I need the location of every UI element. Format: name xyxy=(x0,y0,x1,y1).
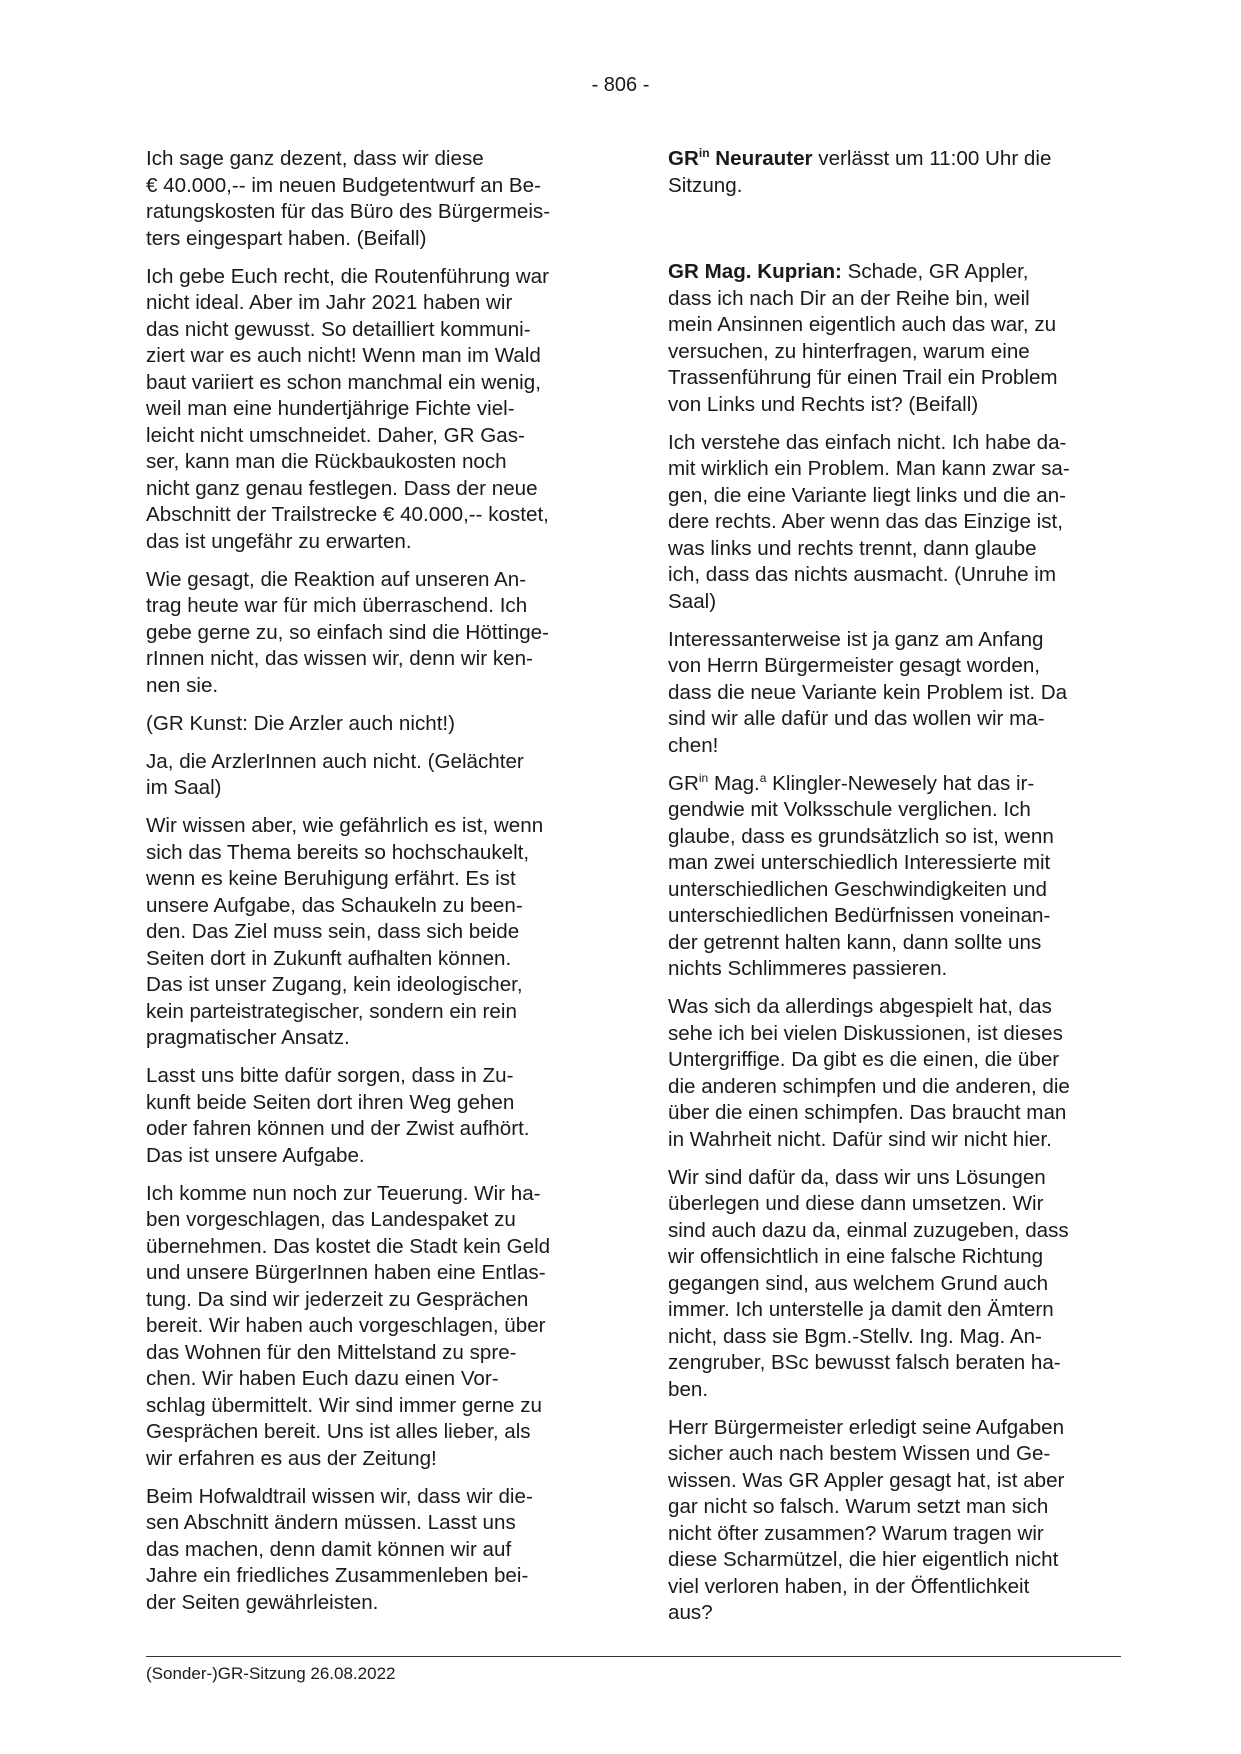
paragraph: Wir wissen aber, wie gefährlich es ist, wenn sich das Thema bereits so hochschaukelt, wenn es keine Beruhigung erfährt. Es ist unsere Aufgabe, das Schaukeln zu been- den. Das Ziel muss sein, dass sich beide Seiten dort in Zukunft aufhalten können. Das ist unser Zugang, kein ideologischer, kein parteistrategischer, sondern ein rein pragmatischer Ansatz. xyxy=(146,814,544,1049)
title-abbr: GR xyxy=(668,771,699,795)
note-text: verlässt um 11:00 Uhr die Sitzung. xyxy=(668,147,1052,197)
title-abbr: Mag. xyxy=(708,771,760,795)
speaker-name: Neurauter xyxy=(709,147,813,170)
superscript: in xyxy=(698,146,710,160)
paragraph: Herr Bürgermeister erledigt seine Aufgaben sicher auch nach bestem Wissen und Ge- wissen. Was GR Appler gesagt hat, ist aber gar nicht so falsch. Warum setzt man sich nicht öfter zusammen? Warum tragen wir diese Scharmützel, die hier eigentlich nicht viel verloren haben, in der Öffentlichkeit aus? xyxy=(668,1415,1065,1624)
paragraph: Ja, die ArzlerInnen auch nicht. (Gelächter im Saal) xyxy=(146,749,524,799)
superscript: a xyxy=(759,770,767,785)
procedural-note xyxy=(668,146,1120,199)
paragraph-text: Klingler-Newesely hat das ir- gendwie mit Volksschule verglichen. Ich glaube, dass es grundsätzlich so ist, wenn man zwei unterschiedlich Interessierte mit unterschiedlichen Geschwindigkeiten und unterschiedlichen Bedürfnissen voneinan- der getrennt halten kann, dann sollte uns nichts Schlimmeres passieren. xyxy=(668,771,1054,980)
footer-text: (Sonder-)GR-Sitzung 26.08.2022 xyxy=(146,1664,396,1683)
paragraph: Wie gesagt, die Reaktion auf unseren An- trag heute war für mich überraschend. Ich gebe gerne zu, so einfach sind die Höttinge- rInnen nicht, das wissen wir, denn wir ken- nen sie. xyxy=(146,567,549,697)
speech-text: Schade, GR Appler, dass ich nach Dir an der Reihe bin, weil mein Ansinnen eigentlich auch das war, zu versuchen, zu hinterfragen, warum eine Trassenführung für einen Trail ein Problem von Links und Rechts ist? (Beifall) xyxy=(668,260,1058,416)
left-column xyxy=(146,146,598,1628)
paragraph: Interessanterweise ist ja ganz am Anfang von Herrn Bürgermeister gesagt worden, dass die neue Variante kein Problem ist. Da sind wir alle dafür und das wollen wir ma- chen! xyxy=(668,627,1068,757)
paragraph: Lasst uns bitte dafür sorgen, dass in Zu- kunft beide Seiten dort ihren Weg gehen oder fahren können und der Zwist aufhört. Das ist unsere Aufgabe. xyxy=(146,1064,530,1167)
paragraph: Ich komme nun noch zur Teuerung. Wir ha- ben vorgeschlagen, das Landespaket zu übernehmen. Das kostet die Stadt kein Geld und unsere BürgerInnen haben eine Entlas- tung. Da sind wir jederzeit zu Gesprächen bereit. Wir haben auch vorgeschlagen, über das Wohnen für den Mittelstand zu spre- chen. Wir haben Euch dazu einen Vor- schlag übermittelt. Wir sind immer gerne zu Gesprächen bereit. Uns ist alles lieber, als wir erfahren es aus der Zeitung! xyxy=(146,1181,551,1470)
paragraph: Wir sind dafür da, dass wir uns Lösungen überlegen und diese dann umsetzen. Wir sind auch dazu da, einmal zuzugeben, dass wir offensichtlich in eine falsche Richtung gegangen sind, aus welchem Grund auch immer. Ich unterstelle ja damit den Ämtern nicht, dass sie Bgm.-Stellv. Ing. Mag. An- zengruber, BSc bewusst falsch beraten ha- ben. xyxy=(668,1165,1069,1401)
right-column xyxy=(668,146,1120,1638)
page-number: - 806 - xyxy=(591,74,650,96)
footer-divider xyxy=(146,1656,1121,1657)
speaker-name: GR Mag. Kuprian: xyxy=(668,260,842,283)
paragraph: Ich gebe Euch recht, die Routenführung war nicht ideal. Aber im Jahr 2021 haben wir das nicht gewusst. So detailliert kommuni- ziert war es auch nicht! Wenn man im Wald baut variiert es schon manchmal ein wenig, weil man eine hundertjährige Fichte viel- leicht nicht umschneidet. Daher, GR Gas- ser, kann man die Rückbaukosten noch nicht ganz genau festlegen. Dass der neue Abschnitt der Trailstrecke € 40.000,-- kostet, das ist ungefähr zu erwarten. xyxy=(146,264,549,553)
superscript: in xyxy=(698,770,709,785)
speech-start xyxy=(668,259,1120,418)
paragraph: Was sich da allerdings abgespielt hat, das sehe ich bei vielen Diskussionen, ist dieses Untergriffige. Da gibt es die einen, die über die anderen schimpfen und die anderen, die über die einen schimpfen. Das braucht man in Wahrheit nicht. Dafür sind wir nicht hier. xyxy=(668,995,1070,1151)
paragraph: Ich sage ganz dezent, dass wir diese € 40.000,-- im neuen Budgetentwurf an Be- ratungskosten für das Büro des Bürgermeis- ters eingespart haben. (Beifall) xyxy=(146,147,551,250)
paragraph: Beim Hofwaldtrail wissen wir, dass wir die- sen Abschnitt ändern müssen. Lasst uns das machen, denn damit können wir auf Jahre ein friedliches Zusammenleben bei- der Seiten gewährleisten. xyxy=(146,1484,533,1614)
speaker-title: GR xyxy=(668,147,699,170)
paragraph xyxy=(668,771,1120,983)
interjection: (GR Kunst: Die Arzler auch nicht!) xyxy=(146,711,456,735)
paragraph: Ich verstehe das einfach nicht. Ich habe da- mit wirklich ein Problem. Man kann zwar sa- gen, die eine Variante liegt links und die an- dere rechts. Aber wenn das das Einzige ist, was links und rechts trennt, dann glaube ich, dass das nichts ausmacht. (Unruhe im Saal) xyxy=(668,430,1070,613)
